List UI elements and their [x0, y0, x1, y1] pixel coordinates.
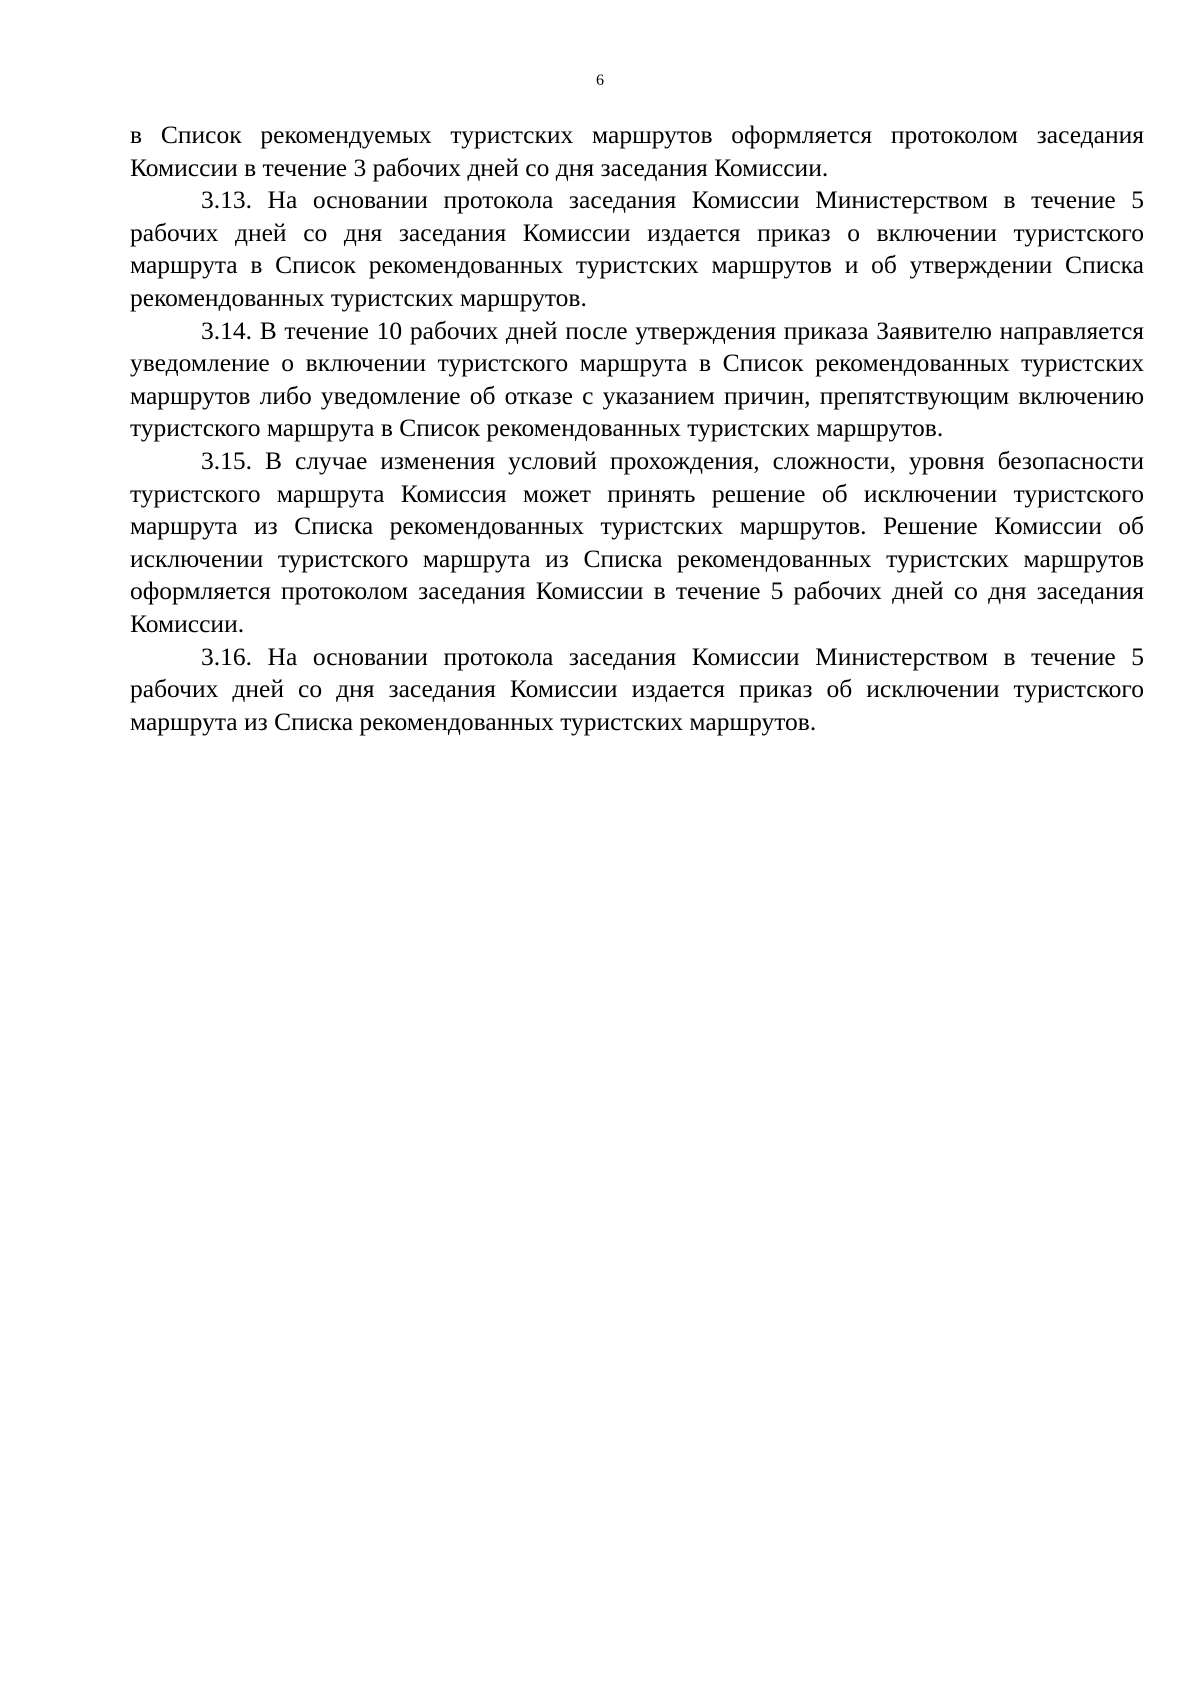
paragraph-3-16: 3.16. На основании протокола заседания Комиссии Министерством в течение 5 рабочих дней со дня заседания Комиссии издается приказ об исключении туристского маршрута из Списка рекомендованных туристских маршрутов.	[130, 641, 1144, 736]
paragraph-3-14: 3.14. В течение 10 рабочих дней после утверждения приказа Заявителю направляется уведомление о включении туристского маршрута в Список рекомендованных туристских маршрутов либо уведомление об отказе с указанием причин, препятствующим включению туристского маршрута в Список рекомендованных туристских маршрутов.	[130, 315, 1144, 443]
paragraph-3-15: 3.15. В случае изменения условий прохождения, сложности, уровня безопасности туристского маршрута Комиссия может принять решение об исключении туристского маршрута из Списка рекомендованных туристских маршрутов. Решение Комиссии об исключении туристского маршрута из Списка рекомендованных туристских маршрутов оформляется протоколом заседания Комиссии в течение 5 рабочих дней со дня заседания Комиссии.	[130, 445, 1144, 638]
document-body	[130, 119, 1144, 738]
page-number: 6	[596, 72, 604, 89]
paragraph-3-13: 3.13. На основании протокола заседания Комиссии Министерством в течение 5 рабочих дней со дня заседания Комиссии издается приказ о включении туристского маршрута в Список рекомендованных туристских маршрутов и об утверждении Списка рекомендованных туристских маршрутов.	[130, 185, 1144, 312]
paragraph-continuation: в Список рекомендуемых туристских маршрутов оформляется протоколом заседания Комиссии в течение 3 рабочих дней со дня заседания Комиссии.	[130, 120, 1144, 182]
